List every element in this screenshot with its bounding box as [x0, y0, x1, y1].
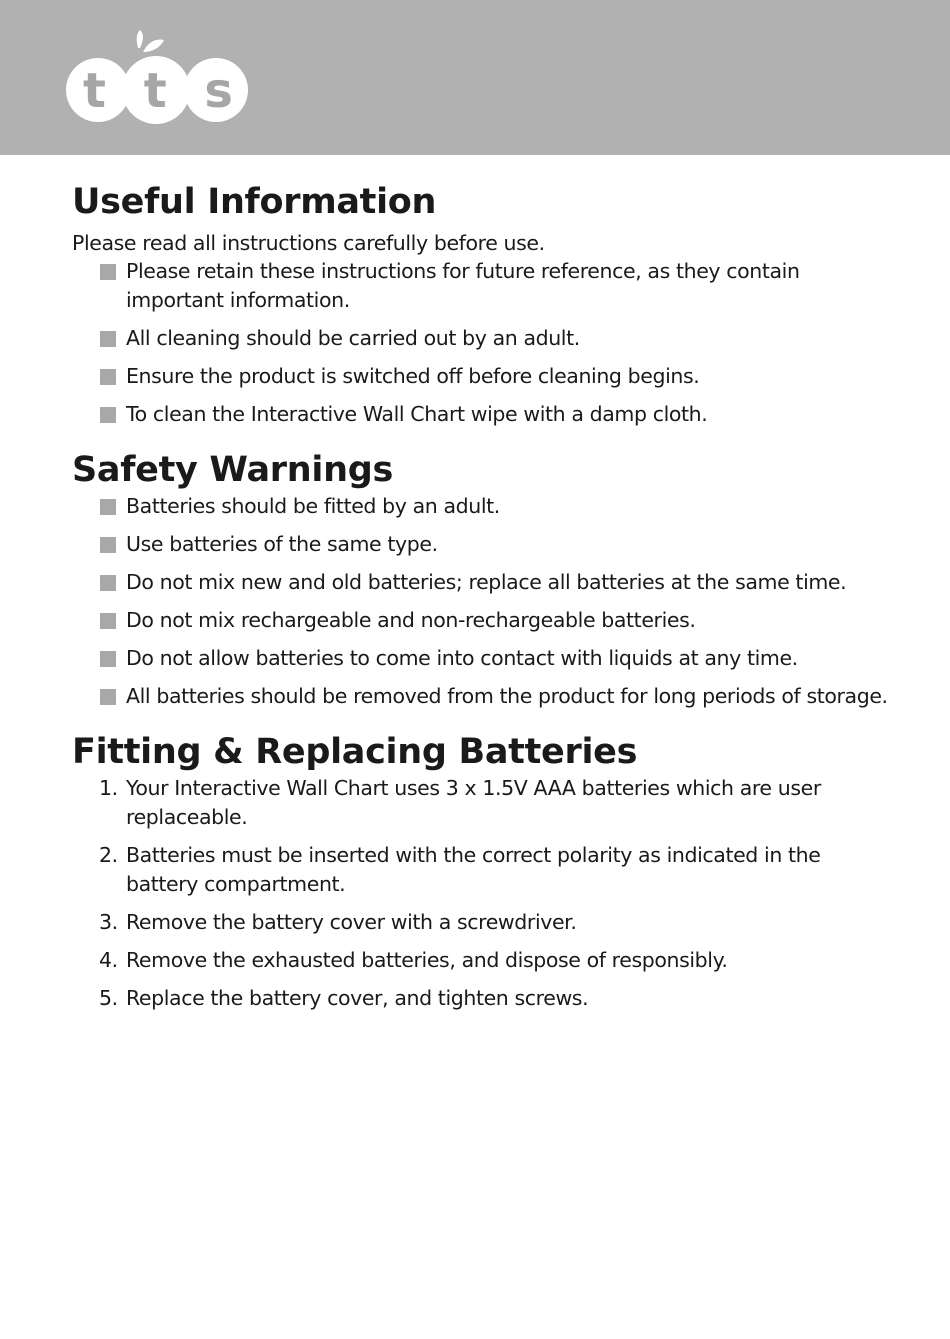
step-number: 1.: [99, 776, 118, 800]
document-content: [72, 180, 892, 1022]
step-item: 1. Your Interactive Wall Chart uses 3 x 1.5V AAA batteries which are user replaceable.: [99, 776, 821, 829]
list-item: To clean the Interactive Wall Chart wipe with a damp cloth.: [72, 400, 892, 429]
logo-text: tts: [83, 63, 233, 119]
square-bullet-icon: [100, 613, 116, 629]
step-number: 5.: [99, 986, 118, 1010]
tts-logo: [66, 28, 250, 128]
useful-information-title: Useful Information: [72, 182, 437, 222]
safety-warnings-list: [72, 492, 892, 711]
square-bullet-icon: [100, 499, 116, 515]
square-bullet-icon: [100, 369, 116, 385]
list-item: Do not allow batteries to come into contact with liquids at any time.: [72, 644, 892, 673]
list-item: Ensure the product is switched off before cleaning begins.: [72, 362, 892, 391]
square-bullet-icon: [100, 689, 116, 705]
list-item: Do not mix rechargeable and non-rechargeable batteries.: [72, 606, 892, 635]
list-item: Do not mix new and old batteries; replace all batteries at the same time.: [72, 568, 892, 597]
step-number: 2.: [99, 843, 118, 867]
step-number: 4.: [99, 948, 118, 972]
list-item: Batteries should be fitted by an adult.: [72, 492, 892, 521]
step-item: 3. Remove the battery cover with a screwdriver.: [72, 908, 892, 937]
step-item: 4. Remove the exhausted batteries, and dispose of responsibly.: [72, 946, 892, 975]
useful-information-intro: Please read all instructions carefully before use.: [72, 231, 545, 255]
safety-warnings-title: Safety Warnings: [72, 450, 393, 490]
square-bullet-icon: [100, 264, 116, 280]
useful-information-list: [72, 257, 892, 429]
list-item: Use batteries of the same type.: [72, 530, 892, 559]
header-band: [0, 0, 950, 155]
square-bullet-icon: [100, 537, 116, 553]
step-item: 5. Replace the battery cover, and tighten screws.: [72, 984, 892, 1013]
square-bullet-icon: [100, 407, 116, 423]
list-item: Please retain these instructions for future reference, as they contain important information.: [72, 257, 892, 315]
fitting-batteries-title: Fitting & Replacing Batteries: [72, 732, 638, 772]
step-number: 3.: [99, 910, 118, 934]
step-item: 2. Batteries must be inserted with the correct polarity as indicated in the battery compartment.: [99, 843, 821, 896]
list-item: All batteries should be removed from the product for long periods of storage.: [72, 682, 892, 711]
list-item: All cleaning should be carried out by an adult.: [72, 324, 892, 353]
fitting-batteries-steps: [72, 774, 892, 1013]
square-bullet-icon: [100, 651, 116, 667]
square-bullet-icon: [100, 331, 116, 347]
square-bullet-icon: [100, 575, 116, 591]
